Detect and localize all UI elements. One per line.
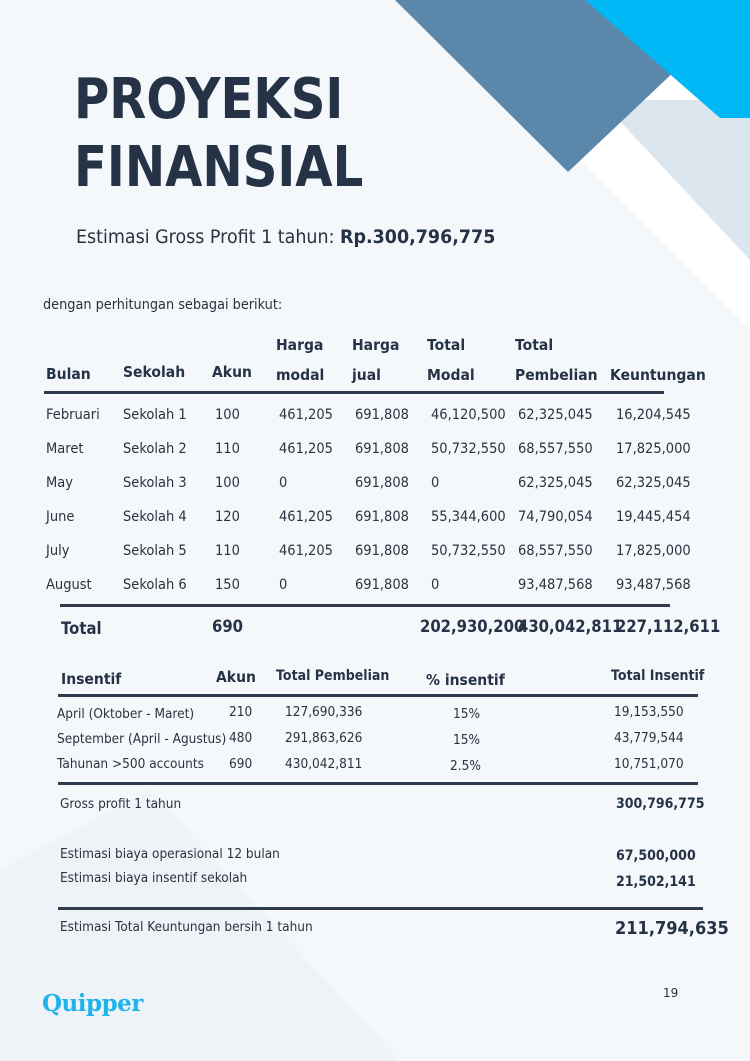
col-header-bulan: Bulan: [46, 365, 91, 383]
table-cell: 150: [215, 577, 240, 593]
table-cell: 691,808: [355, 509, 409, 525]
table-cell: 2.5%: [450, 758, 481, 774]
subtitle: [76, 226, 495, 248]
table-cell: Sekolah 1: [123, 407, 187, 423]
table-cell: 110: [215, 543, 240, 559]
table-cell: 480: [229, 730, 253, 746]
intro-text: dengan perhitungan sebagai berikut:: [43, 297, 283, 313]
table-cell: 127,690,336: [285, 704, 363, 720]
table-cell: 120: [215, 509, 240, 525]
opex-label: Estimasi biaya operasional 12 bulan: [60, 846, 280, 862]
title-line-2: FINANSIAL: [74, 135, 364, 200]
table-cell: 0: [431, 577, 440, 593]
subtitle-value: Rp.300,796,775: [340, 226, 496, 248]
table-cell: 461,205: [279, 509, 333, 525]
inc-header-akun: Akun: [216, 668, 256, 686]
table-cell: Sekolah 4: [123, 509, 187, 525]
subtitle-label: Estimasi Gross Profit 1 tahun:: [76, 226, 341, 248]
table-cell: 0: [431, 475, 440, 491]
table-cell: 0: [279, 475, 288, 491]
net-rule: [58, 907, 703, 910]
table-cell: 691,808: [355, 543, 409, 559]
table-cell: 291,863,626: [285, 730, 363, 746]
table-cell: 100: [215, 407, 240, 423]
title-line-1: PROYEKSI: [74, 67, 344, 132]
quipper-logo: Quipper: [42, 990, 143, 1017]
table-cell: Tahunan >500 accounts: [57, 756, 204, 772]
table-cell: April (Oktober - Maret): [57, 706, 195, 722]
insentif-cost-label: Estimasi biaya insentif sekolah: [60, 870, 248, 886]
table-cell: July: [46, 543, 70, 559]
table-cell: 100: [215, 475, 240, 491]
table-cell: 10,751,070: [614, 756, 684, 772]
table-cell: 50,732,550: [431, 543, 506, 559]
table-cell: 62,325,045: [518, 475, 593, 491]
table-cell: August: [46, 577, 92, 593]
table-cell: Sekolah 5: [123, 543, 187, 559]
table-cell: 74,790,054: [518, 509, 593, 525]
header-rule: [44, 391, 664, 394]
table-cell: 16,204,545: [616, 407, 691, 423]
table-cell: Sekolah 6: [123, 577, 187, 593]
col-header-total-modal-1: Total: [427, 336, 466, 354]
table-cell: 62,325,045: [616, 475, 691, 491]
table-cell: 0: [279, 577, 288, 593]
table-cell: 461,205: [279, 441, 333, 457]
table-cell: 68,557,550: [518, 441, 593, 457]
net-profit-value: 211,794,635: [615, 918, 729, 939]
table-cell: June: [46, 509, 75, 525]
table-cell: 93,487,568: [518, 577, 593, 593]
table-cell: 691,808: [355, 577, 409, 593]
col-header-harga-jual-1: Harga: [352, 336, 400, 354]
table-cell: 110: [215, 441, 240, 457]
total-pembelian: 430,042,811: [518, 617, 623, 636]
opex-value: 67,500,000: [616, 848, 696, 864]
table-cell: 93,487,568: [616, 577, 691, 593]
table-cell: 50,732,550: [431, 441, 506, 457]
insentif-cost-value: 21,502,141: [616, 874, 696, 890]
table-cell: 691,808: [355, 475, 409, 491]
col-header-harga-modal-1: Harga: [276, 336, 324, 354]
col-header-total-modal-2: Modal: [427, 366, 475, 384]
col-header-total-pembelian-2: Pembelian: [515, 366, 598, 384]
table-cell: 15%: [453, 732, 481, 748]
table-cell: 19,445,454: [616, 509, 691, 525]
col-header-harga-jual-2: jual: [352, 366, 381, 384]
table-cell: 43,779,544: [614, 730, 684, 746]
table-cell: Februari: [46, 407, 100, 423]
inc-header-total-insentif: Total Insentif: [611, 668, 705, 684]
inc-header-total-pembelian: Total Pembelian: [276, 668, 390, 684]
net-profit-label: Estimasi Total Keuntungan bersih 1 tahun: [60, 919, 313, 935]
table-cell: 461,205: [279, 407, 333, 423]
table-cell: 430,042,811: [285, 756, 363, 772]
table-cell: 19,153,550: [614, 704, 684, 720]
table-cell: Sekolah 2: [123, 441, 187, 457]
table-cell: 17,825,000: [616, 543, 691, 559]
col-header-total-pembelian-1: Total: [515, 336, 554, 354]
col-header-keuntungan: Keuntungan: [610, 366, 706, 384]
table-cell: 17,825,000: [616, 441, 691, 457]
table-cell: Maret: [46, 441, 84, 457]
table-cell: September (April - Agustus): [57, 731, 227, 747]
table-cell: 210: [229, 704, 253, 720]
col-header-akun: Akun: [212, 363, 252, 381]
table-cell: 15%: [453, 706, 481, 722]
total-label: Total: [61, 619, 102, 638]
page-title: [74, 66, 363, 202]
table-cell: 46,120,500: [431, 407, 506, 423]
total-rule: [60, 604, 670, 607]
table-cell: Sekolah 3: [123, 475, 187, 491]
table-cell: 68,557,550: [518, 543, 593, 559]
inc-header-insentif: Insentif: [61, 670, 122, 688]
table-cell: 55,344,600: [431, 509, 506, 525]
total-modal: 202,930,200: [420, 617, 525, 636]
table-cell: 691,808: [355, 407, 409, 423]
table-cell: 62,325,045: [518, 407, 593, 423]
table-cell: 690: [229, 756, 253, 772]
inc-header-persen: % insentif: [426, 671, 505, 689]
gross-profit-value: 300,796,775: [616, 796, 705, 812]
col-header-sekolah: Sekolah: [123, 363, 186, 381]
gross-profit-label: Gross profit 1 tahun: [60, 796, 182, 812]
inc-header-rule: [58, 694, 698, 697]
total-keuntungan: 227,112,611: [616, 617, 721, 636]
page-number: 19: [663, 986, 679, 1000]
inc-footer-rule: [58, 782, 698, 785]
table-cell: 461,205: [279, 543, 333, 559]
table-cell: 691,808: [355, 441, 409, 457]
table-cell: May: [46, 475, 73, 491]
col-header-harga-modal-2: modal: [276, 366, 325, 384]
total-akun: 690: [212, 617, 244, 636]
